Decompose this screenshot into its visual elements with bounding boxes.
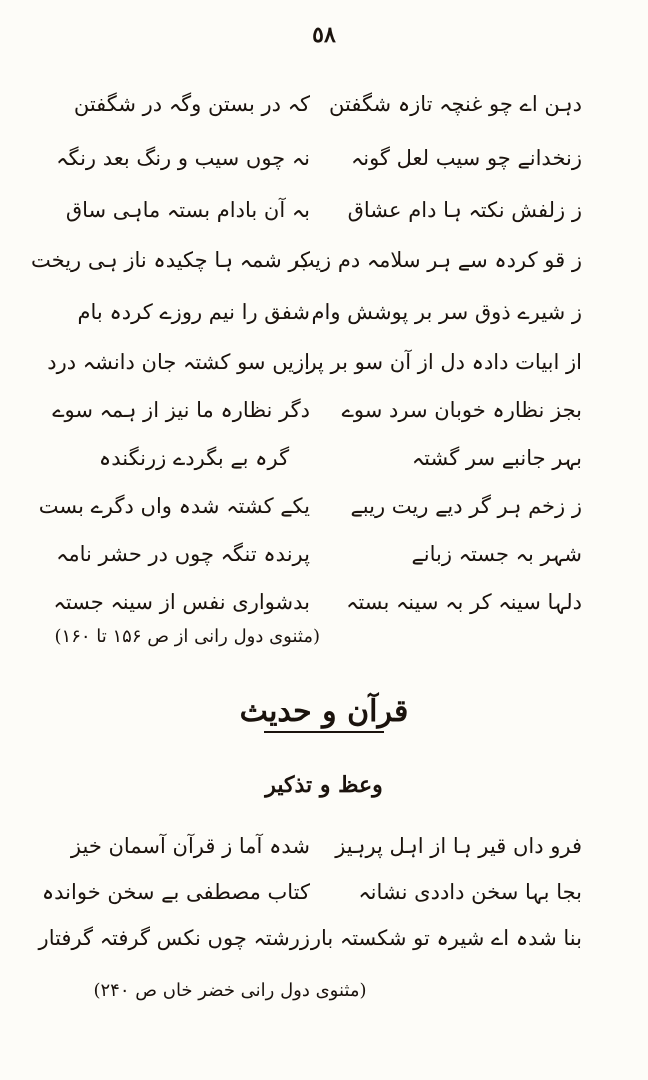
misra-first: ز قو کردہ سے ہر سلامہ دم زیب [294, 248, 582, 272]
misra-first: بجز نظارہ خوبان سرد سوے [341, 398, 582, 422]
couplet [0, 868, 648, 916]
misra-first: ز زخم ہر گر دیے ریت ریبے [350, 494, 582, 518]
misra-second: کر شمہ ہا چکیدہ ناز ہی ریخت [31, 248, 310, 272]
misra-second: زرشتہ چوں نکس گرفتہ گرفتار [38, 926, 310, 950]
misra-first: زنخدانے چو سیب لعل گونہ [350, 146, 582, 170]
section-heading: قرآن و حدیث [0, 694, 648, 733]
couplet [0, 434, 648, 482]
couplet [0, 530, 648, 578]
misra-second: کتاب مصطفی بے سخن خواندہ [41, 880, 310, 904]
couplet [0, 822, 648, 870]
misra-first: ز شیرے ذوق سر بر پوشش وام [311, 300, 582, 324]
misra-first: فرو داں قیر ہا از اہل پرہیز [335, 834, 582, 858]
couplet [0, 386, 648, 434]
misra-second: یکے کشتہ شدہ واں دگرے بست [38, 494, 310, 518]
misra-second: بدشواری نفس از سینہ جستہ [53, 590, 310, 614]
misra-second: پرندہ تنگہ چوں در حشر نامہ [56, 542, 310, 566]
couplet [0, 236, 648, 284]
misra-first: ز زلفش نکتہ ہا دام عشاق [347, 198, 582, 222]
misra-first: بنا شدہ اے شیرہ تو شکستہ بار [310, 926, 582, 950]
misra-second: شفق را نیم روزے کردہ بام [77, 300, 310, 324]
couplet [0, 80, 648, 128]
misra-first: شہر بہ جستہ زبانے [411, 542, 582, 566]
misra-first: دلہا سینہ کر بہ سینہ بستہ [346, 590, 582, 614]
misra-second: کہ در بستن وگہ در شگفتن [73, 92, 310, 116]
source-citation: (مثنوی دول رانی خضر خاں ص ۲۴۰) [93, 980, 367, 1001]
misra-second: شدہ آما ز قرآن آسمان خیز [70, 834, 310, 858]
misra-first: بجا بہا سخن داددی نشانہ [358, 880, 582, 904]
couplet [0, 338, 648, 386]
page-number: ٥٨ [312, 22, 336, 48]
misra-first: دہن اے چو غنچہ تازہ شگفتن [329, 92, 582, 116]
section-subheading: وعظ و تذکیر [265, 772, 383, 798]
misra-second: دگر نظارہ ما نیز از ہمہ سوے [52, 398, 310, 422]
misra-second: بہ آن بادام بستہ ماہی ساق [65, 198, 310, 222]
couplet [0, 134, 648, 182]
misra-first: بہر جانبے سر گشتہ [411, 446, 582, 470]
misra-first: از ابیات دادہ دل از آن سو بر پر [306, 350, 582, 374]
couplet [0, 578, 648, 626]
couplet [0, 914, 648, 962]
couplet [0, 186, 648, 234]
source-citation: (مثنوی دول رانی از ص ۱۵۶ تا ۱۶۰) [54, 626, 320, 647]
misra-second: گرہ بے بگردے زرنگندہ [98, 446, 290, 470]
misra-second: نہ چوں سیب و رنگ بعد رنگہ [56, 146, 310, 170]
couplet [0, 482, 648, 530]
misra-second: ازیں سو کشتہ جان دانشہ درد [47, 350, 310, 374]
couplet [0, 288, 648, 336]
